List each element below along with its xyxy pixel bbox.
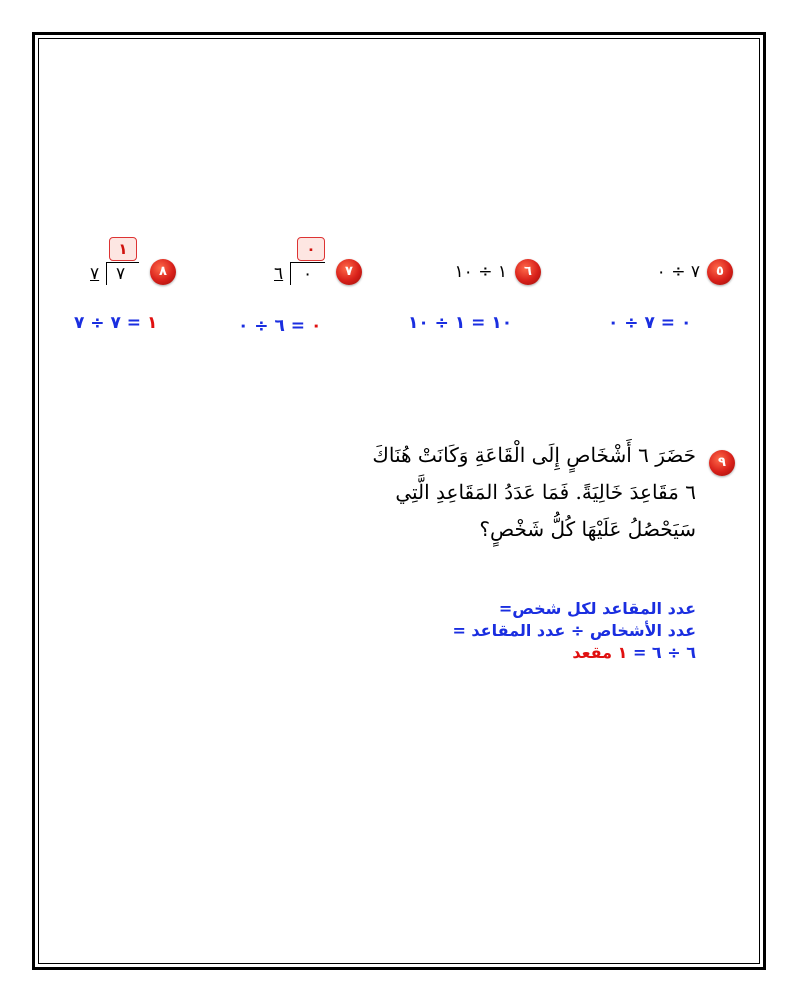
exercise-6-badge — [515, 259, 541, 285]
exercise-6-answer-text: ١٠ = ١ ÷ ١٠ — [408, 313, 513, 333]
exercise-5-answer — [608, 313, 691, 333]
exercise-5-answer-text: ٠ = ٧ ÷ ٠ — [608, 313, 692, 333]
solution-result: ١ مقعد — [572, 643, 628, 662]
exercise-8-answer — [74, 313, 157, 333]
exercise-8-answer-result: ١ — [146, 313, 158, 333]
exercise-6-expression: ١ ÷ ١٠ — [454, 262, 507, 282]
exercise-7-quotient-box: ٠ — [297, 237, 325, 261]
exercise-8-divisor: ٧ — [90, 264, 100, 284]
word-problem-line-3: سَيَحْصُلُ عَلَيْهَا كُلُّ شَخْصٍ؟ — [479, 517, 696, 541]
exercise-7-answer-result: ٠ — [310, 316, 322, 336]
exercise-8-badge — [150, 259, 176, 285]
solution-line-1: عدد المقاعد لكل شخص= — [498, 599, 696, 618]
exercise-7-long-division — [270, 262, 330, 288]
exercise-7-answer-expression: = ٦ ÷ ٠ — [238, 316, 311, 336]
exercise-6-number: ٦ — [524, 264, 532, 279]
exercise-8-dividend: ٧ — [116, 264, 126, 284]
exercise-8-number: ٨ — [159, 264, 167, 279]
solution-calculation: ٦ ÷ ٦ = — [627, 643, 696, 662]
exercise-9-number: ٩ — [718, 455, 726, 470]
word-problem-solution — [452, 598, 696, 664]
exercise-8-long-division — [86, 262, 146, 288]
exercise-7-divisor: ٦ — [274, 264, 284, 284]
exercise-8-quotient-box: ١ — [109, 237, 137, 261]
exercise-5-number: ٥ — [716, 264, 724, 279]
exercise-7-badge — [336, 259, 362, 285]
exercise-6-answer — [408, 313, 512, 333]
exercise-7-dividend: ٠ — [303, 264, 313, 284]
exercise-9-badge — [709, 450, 735, 476]
word-problem-text — [336, 437, 696, 548]
exercise-8-answer-expression: = ٧ ÷ ٧ — [74, 313, 147, 333]
word-problem-line-2: ٦ مَقَاعِدَ خَالِيَةً. فَمَا عَدَدُ المَقَاعِدِ الَّتِي — [395, 480, 696, 504]
exercise-7-number: ٧ — [345, 264, 353, 279]
exercise-5-badge — [707, 259, 733, 285]
exercise-5-expression: ٧ ÷ ٠ — [656, 262, 700, 282]
solution-line-2: عدد الأشخاص ÷ عدد المقاعد = — [452, 621, 696, 640]
exercise-7-answer — [238, 316, 321, 336]
word-problem-line-1: حَضَرَ ٦ أَشْخَاصٍ إِلَى الْقَاعَةِ وَكَانَتْ هُنَاكَ — [372, 443, 696, 467]
solution-line-3 — [452, 642, 696, 664]
